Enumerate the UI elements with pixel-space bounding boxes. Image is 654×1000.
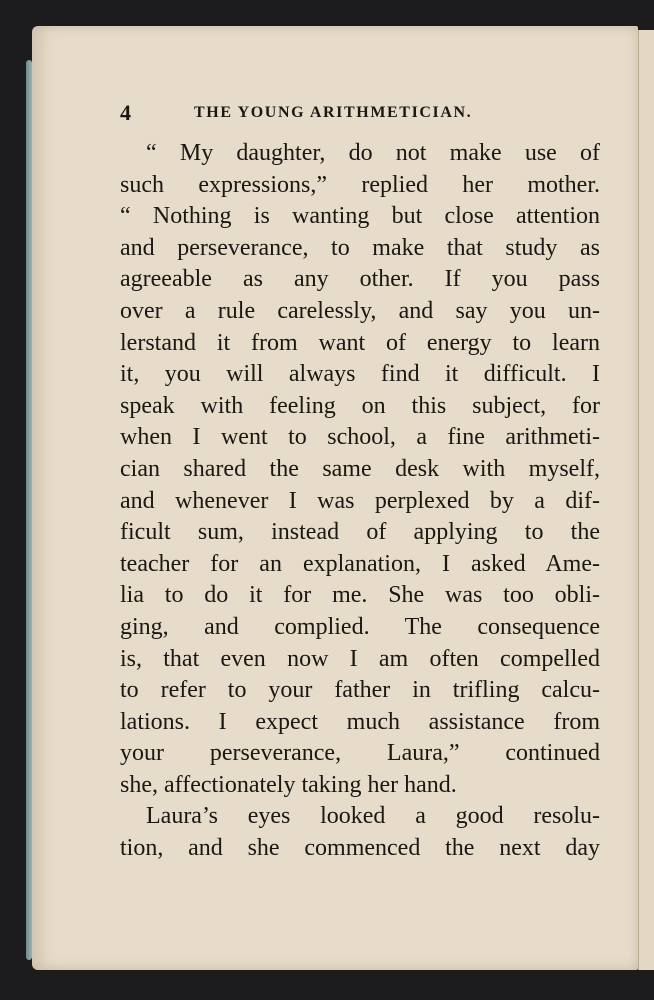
text-line: tion, and she commenced the next day [120,835,600,862]
text-line: lia to do it for me. She was too obli- [120,582,600,609]
text-line: over a rule carelessly, and say you un- [120,297,600,324]
text-line: agreeable as any other. If you pass [120,266,600,293]
adjacent-page-edge [638,30,654,970]
text-line: “ Nothing is wanting but close attention [120,203,600,230]
text-line: is, that even now I am often compelled [120,645,600,672]
text-line: when I went to school, a fine arithmeti- [120,424,600,451]
text-line: to refer to your father in trifling calcu- [120,677,600,704]
body-text [120,138,600,865]
text-line: it, you will always find it difficult. I [120,361,600,388]
text-line: ficult sum, instead of applying to the [120,519,600,546]
text-line: speak with feeling on this subject, for [120,392,600,419]
text-line: and whenever I was perplexed by a dif- [120,487,600,514]
text-line: teacher for an explanation, I asked Ame- [120,550,600,577]
page-header [116,100,616,130]
text-line: lations. I expect much assistance from [120,708,600,735]
text-line: such expressions,” replied her mother. [120,171,600,198]
text-line: cian shared the same desk with myself, [120,455,600,482]
text-line: your perseverance, Laura,” continued [120,740,600,767]
text-line: lerstand it from want of energy to learn [120,329,600,356]
page-number: 4 [120,100,131,125]
text-line: ging, and complied. The consequence [120,613,600,640]
text-line: she, affectionately taking her hand. [120,771,457,798]
text-line: Laura’s eyes looked a good resolu- [146,803,600,830]
text-line: and perseverance, to make that study as [120,234,600,261]
text-line: “ My daughter, do not make use of [146,140,600,166]
running-head: THE YOUNG ARITHMETICIAN. [194,104,473,121]
